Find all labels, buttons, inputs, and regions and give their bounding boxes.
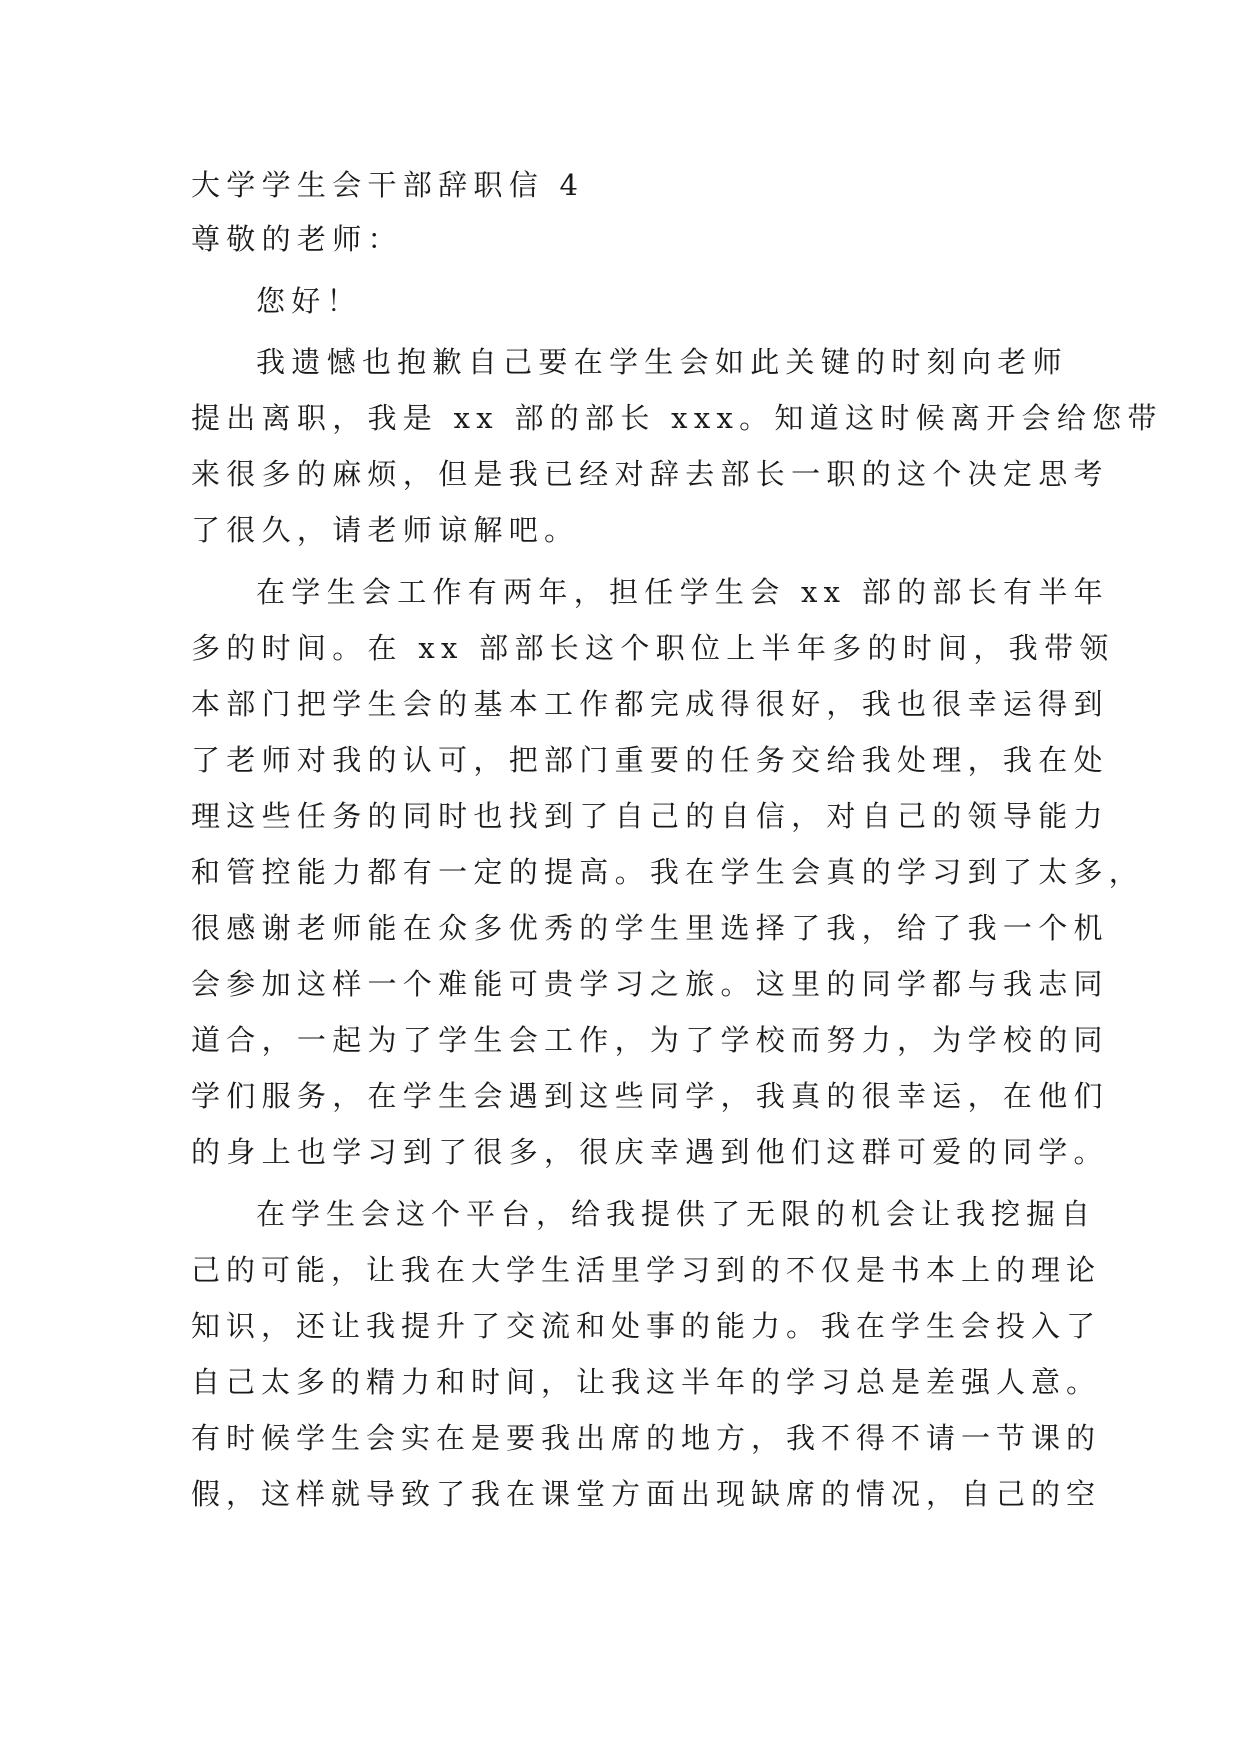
letter-body: [191, 160, 1163, 1522]
paragraph-line: 假，这样就导致了我在课堂方面出现缺席的情况，自己的空: [191, 1477, 1102, 1511]
paragraph-line: 道合，一起为了学生会工作，为了学校而努力，为学校的同: [191, 1023, 1109, 1057]
paragraph-line: 本部门把学生会的基本工作都完成得很好，我也很幸运得到: [191, 687, 1109, 721]
paragraph-1: [191, 334, 1163, 558]
greeting: 您好！: [256, 284, 362, 318]
paragraph-line: 自己太多的精力和时间，让我这半年的学习总是差强人意。: [191, 1365, 1102, 1399]
paragraph-line: 提出离职，我是 xx 部的部长 xxx。知道这时候离开会给您带: [191, 401, 1163, 435]
paragraph-line: 了很久，请老师谅解吧。: [191, 513, 580, 547]
paragraph-line: 我遗憾也抱歉自己要在学生会如此关键的时刻向老师: [256, 345, 1068, 379]
paragraph-line: 在学生会这个平台，给我提供了无限的机会让我挖掘自: [256, 1197, 1097, 1231]
paragraph-2: [191, 564, 1145, 1180]
paragraph-line: 知识，还让我提升了交流和处事的能力。我在学生会投入了: [191, 1309, 1102, 1343]
paragraph-line: 会参加这样一个难能可贵学习之旅。这里的同学都与我志同: [191, 967, 1109, 1001]
paragraph-line: 的身上也学习到了很多，很庆幸遇到他们这群可爱的同学。: [191, 1135, 1109, 1169]
salutation: 尊敬的老师：: [191, 222, 403, 256]
paragraph-line: 在学生会工作有两年，担任学生会 xx 部的部长有半年: [256, 575, 1109, 609]
paragraph-3: [191, 1186, 1102, 1522]
paragraph-line: 和管控能力都有一定的提高。我在学生会真的学习到了太多，: [191, 855, 1145, 889]
paragraph-line: 有时候学生会实在是要我出席的地方，我不得不请一节课的: [191, 1421, 1102, 1455]
paragraph-line: 理这些任务的同时也找到了自己的自信，对自己的领导能力: [191, 799, 1109, 833]
paragraph-line: 己的可能，让我在大学生活里学习到的不仅是书本上的理论: [191, 1253, 1102, 1287]
paragraph-line: 很感谢老师能在众多优秀的学生里选择了我，给了我一个机: [191, 911, 1109, 945]
paragraph-line: 了老师对我的认可，把部门重要的任务交给我处理，我在处: [191, 743, 1109, 777]
paragraph-line: 学们服务，在学生会遇到这些同学，我真的很幸运，在他们: [191, 1079, 1109, 1113]
paragraph-line: 多的时间。在 xx 部部长这个职位上半年多的时间，我带领: [191, 631, 1115, 665]
letter-title: 大学学生会干部辞职信 4: [191, 168, 585, 202]
paragraph-line: 来很多的麻烦，但是我已经对辞去部长一职的这个决定思考: [191, 457, 1109, 491]
